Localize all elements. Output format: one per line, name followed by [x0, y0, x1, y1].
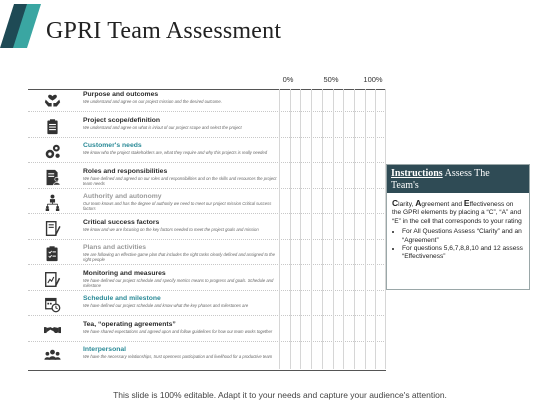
row-title: Customer's needs — [83, 142, 142, 149]
grid-line — [311, 89, 312, 369]
grid-line — [365, 89, 366, 369]
grid-line — [290, 89, 291, 369]
row-description: We know and we are focusing on the key factors needed to meet the project goals and mission — [83, 226, 259, 232]
grid-line — [322, 89, 323, 369]
grid-line — [300, 89, 301, 369]
people-group-icon — [44, 347, 61, 364]
row-description: We understand and agree on what is in/out of our project scope and select the project — [83, 124, 242, 130]
clipboard-list-icon — [44, 245, 61, 262]
row-title: Critical success factors — [83, 218, 160, 226]
hierarchy-icon — [44, 194, 61, 211]
scale-label-0: 0% — [282, 75, 294, 84]
rating-grid — [279, 89, 386, 369]
row-title: Authority and autonomy — [83, 193, 162, 200]
row-description: We have defined our project schedule and know what the key phases and milestones are — [83, 303, 249, 308]
instructions-list — [392, 228, 524, 262]
row-title: Purpose and outcomes — [83, 91, 159, 98]
page-title: GPRI Team Assessment — [46, 18, 282, 44]
clipboard-icon — [44, 118, 61, 135]
row-description: We have shared expectations and agreed upon and follow guidelines for how our team works together — [83, 328, 273, 334]
instructions-bullet: • For All Questions Assess “Clarity” and an “Agreement” — [402, 228, 524, 245]
footer-note: This slide is 100% editable. Adapt it to your needs and capture your audience's attention. — [113, 390, 447, 400]
instructions-intro: Clarity, Agreement and Effectiveness on the GPRI elements by placing a “C”, “A” and “E” in the cell that corresponds to your rating — [392, 198, 522, 225]
gears-icon — [44, 143, 61, 160]
slide-logo — [0, 0, 44, 56]
row-description: We have the necessary relationships, trust openness participation and livelihood for a productive team — [83, 354, 273, 359]
instructions-panel — [386, 164, 530, 290]
instructions-bullet: • For questions 5,6,7,8,8,10 and 12 assess “Effectiveness” — [402, 245, 524, 262]
row-title: Tea, “operating agreements” — [83, 320, 176, 328]
grid-line — [343, 89, 344, 369]
document-chart-icon — [44, 271, 61, 288]
row-description: We have defined and agreed on our roles and responsibilities and on the skills and resources the project team needs — [83, 175, 277, 186]
instructions-header — [387, 165, 529, 193]
row-description: We know who the project stakeholders are, what they require and why this projects is really needed — [83, 150, 268, 155]
row-title: Project scope/definition — [83, 116, 161, 124]
row-title: Roles and responsibilities — [83, 167, 168, 175]
row-description: We have defined our project schedule and specify metrics means to progress and goals. Schedule and milestone — [83, 277, 274, 288]
row-title: Schedule and milestone — [83, 295, 161, 302]
row-description: We understand and agree on our project mission and the desired outcome. — [83, 99, 222, 104]
calendar-clock-icon — [44, 296, 61, 313]
document-user-icon — [44, 169, 61, 186]
grid-line — [354, 89, 355, 369]
hands-heart-icon — [44, 92, 61, 109]
instructions-heading: Instructions Assess The — [391, 168, 490, 179]
row-description: Our team knows and has the degree of authority we need to meet our project mission Critical success factors — [83, 201, 272, 212]
row-title: Monitoring and measures — [83, 269, 166, 277]
instructions-heading-line2: Team's — [391, 180, 419, 191]
grid-line — [279, 89, 280, 369]
grid-line — [333, 89, 334, 369]
instructions-body — [392, 199, 524, 262]
row-description: We are following an effective game plan that includes the right tasks clearly defined and assigned to the right people — [83, 252, 275, 263]
row-title: Interpersonal — [83, 346, 127, 353]
grid-line — [375, 89, 376, 369]
scale-label-100: 100% — [363, 75, 383, 84]
document-pencil-icon — [44, 220, 61, 237]
row-title: Plans and activities — [83, 244, 147, 251]
scale-label-50: 50% — [323, 75, 339, 84]
handshake-icon — [44, 322, 61, 339]
